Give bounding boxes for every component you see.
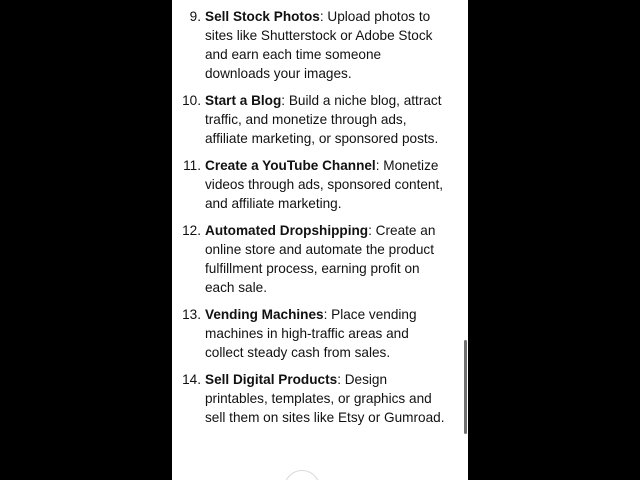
list-item [172,7,468,83]
list-item [172,221,468,297]
list-item-description: : Place vending machines in high-traffic areas and collect steady cash from sales. [205,307,417,360]
numbered-list [172,7,468,435]
list-item [172,370,468,427]
list-item-number: 11. [183,158,201,173]
list-item-title: Start a Blog [205,93,282,108]
scroll-to-bottom-button[interactable] [284,470,320,480]
list-item [172,156,468,213]
list-item-title: Vending Machines [205,307,324,322]
list-item-title: Sell Stock Photos [205,9,320,24]
list-item-description: : Monetize videos through ads, sponsored content, and affiliate marketing. [205,158,444,211]
list-item-description: : Build a niche blog, attract traffic, and monetize through ads, affiliate marketing, or sponsored posts. [205,93,442,146]
list-item [172,305,468,362]
list-item-description: : Design printables, templates, or graphics and sell them on sites like Etsy or Gumroad. [205,372,445,425]
content-panel [172,0,468,480]
list-item-number: 12. [182,223,201,238]
list-item-number: 9. [189,9,201,24]
list-item [172,91,468,148]
list-item-number: 10. [182,93,201,108]
scrollbar-thumb[interactable] [464,340,467,434]
list-item-description: : Upload photos to sites like Shutterstock or Adobe Stock and earn each time someone downloads your images. [205,9,433,81]
list-item-number: 13. [182,307,201,322]
list-item-title: Automated Dropshipping [205,223,369,238]
list-item-number: 14. [182,372,201,387]
list-item-description: : Create an online store and automate the product fulfillment process, earning profit on each sale. [205,223,436,295]
list-item-title: Sell Digital Products [205,372,338,387]
list-item-title: Create a YouTube Channel [205,158,376,173]
